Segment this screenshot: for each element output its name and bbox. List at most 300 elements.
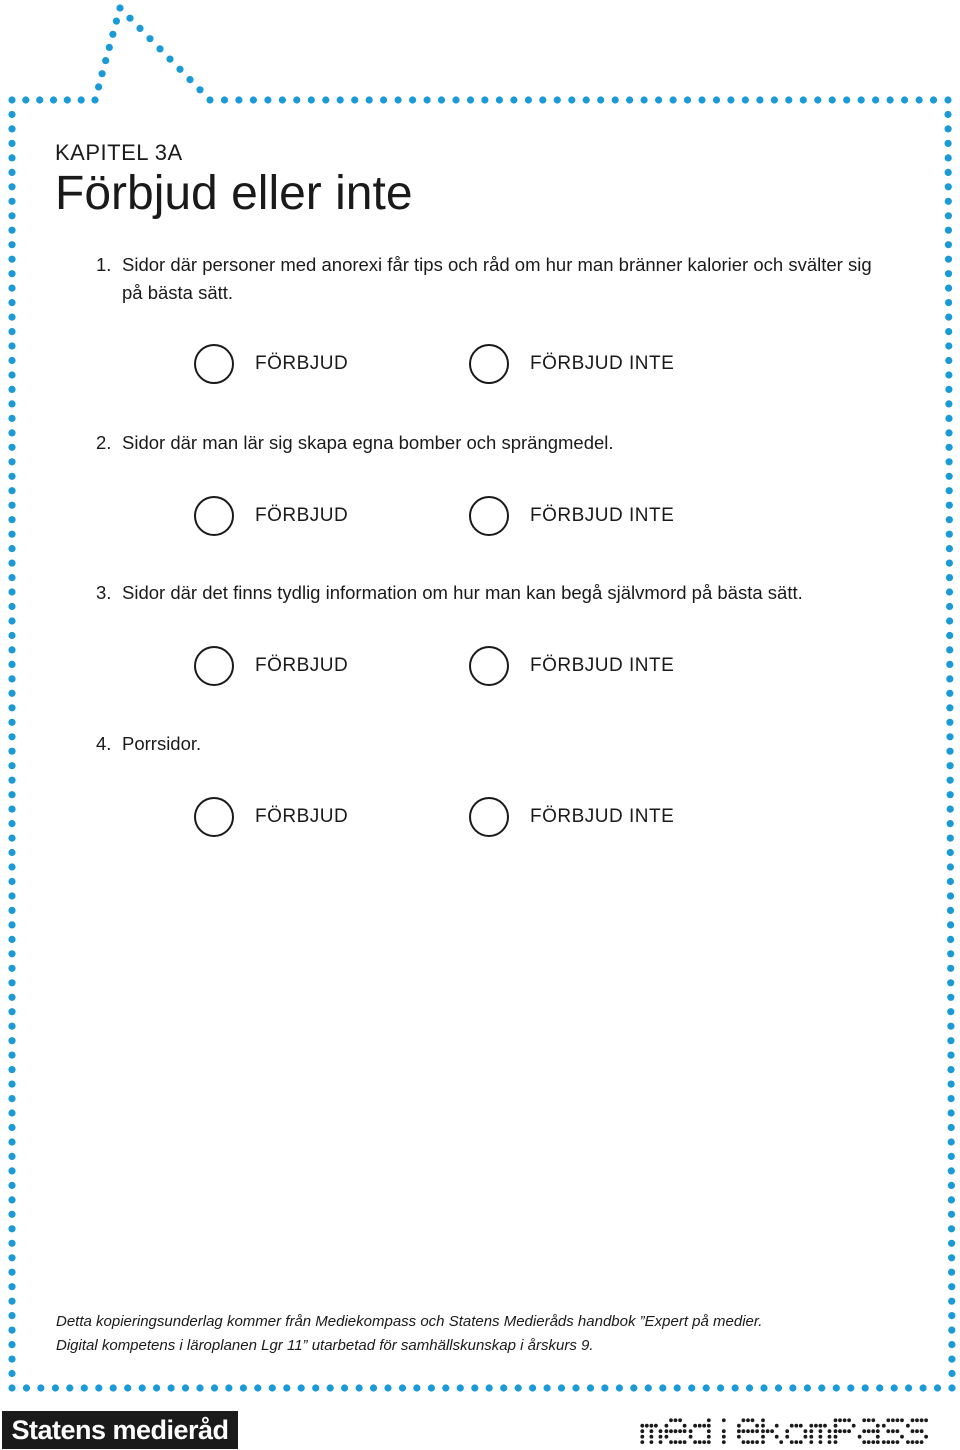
frame-dot: [905, 1384, 912, 1391]
frame-dot: [36, 96, 43, 103]
frame-dot: [655, 96, 662, 103]
logo-dot: [665, 1435, 669, 1439]
frame-dot: [8, 762, 15, 769]
frame-dot: [948, 1081, 955, 1088]
logo-dot: [669, 1440, 673, 1444]
frame-dot: [384, 1384, 391, 1391]
logo-dot: [746, 1429, 750, 1433]
logo-dot: [828, 1440, 832, 1444]
frame-dot: [947, 950, 954, 957]
frame-dot: [703, 1384, 710, 1391]
logo-dot: [698, 1424, 702, 1428]
logo-dot: [876, 1424, 880, 1428]
frame-dot: [916, 96, 923, 103]
frame-dot: [8, 791, 15, 798]
logo-dot: [790, 1440, 794, 1444]
logo-dot: [683, 1424, 687, 1428]
frame-dot: [945, 371, 952, 378]
frame-dot: [688, 1384, 695, 1391]
frame-dot: [947, 806, 954, 813]
q4-ban-option[interactable]: [194, 797, 348, 837]
frame-dot: [8, 1254, 15, 1261]
frame-dot: [746, 1384, 753, 1391]
logo-dot: [722, 1418, 726, 1422]
question-1: [96, 251, 896, 307]
logo-dot: [761, 1440, 765, 1444]
frame-dot: [8, 892, 15, 899]
logo-dot: [871, 1429, 875, 1433]
frame-dot: [8, 675, 15, 682]
frame-dot: [8, 241, 15, 248]
frame-dot: [8, 1240, 15, 1247]
logo-dot: [693, 1440, 697, 1444]
frame-dot: [659, 1384, 666, 1391]
frame-dot: [81, 1384, 88, 1391]
frame-dot: [901, 96, 908, 103]
frame-dot: [8, 183, 15, 190]
frame-dot: [8, 878, 15, 885]
frame-dot: [785, 96, 792, 103]
frame-dot: [196, 86, 203, 93]
frame-dot: [8, 198, 15, 205]
frame-dot: [139, 1384, 146, 1391]
logo-dot: [794, 1424, 798, 1428]
frame-dot: [8, 965, 15, 972]
frame-dot: [8, 950, 15, 957]
frame-dot: [8, 574, 15, 581]
frame-dot: [945, 140, 952, 147]
frame-dot: [945, 328, 952, 335]
frame-dot: [146, 35, 153, 42]
frame-dot: [948, 1370, 955, 1377]
frame-dot: [948, 1109, 955, 1116]
frame-dot: [37, 1384, 44, 1391]
radio-circle[interactable]: [469, 797, 509, 837]
frame-dot: [341, 1384, 348, 1391]
frame-dot: [136, 25, 143, 32]
logo-dot: [896, 1418, 900, 1422]
frame-dot: [8, 617, 15, 624]
frame-dot: [946, 588, 953, 595]
frame-dot: [225, 1384, 232, 1391]
frame-dot: [947, 863, 954, 870]
frame-dot: [52, 1384, 59, 1391]
frame-dot: [337, 96, 344, 103]
frame-dot: [946, 444, 953, 451]
logo-dot: [702, 1424, 706, 1428]
logo-dot: [683, 1440, 687, 1444]
frame-dot: [500, 1384, 507, 1391]
logo-dot: [891, 1418, 895, 1422]
frame-dot: [8, 704, 15, 711]
logo-dot: [678, 1440, 682, 1444]
q1-ban-option[interactable]: [194, 344, 348, 384]
frame-dot: [442, 1384, 449, 1391]
frame-dot: [946, 502, 953, 509]
q4-allow-option[interactable]: [469, 797, 674, 837]
frame-dot: [948, 1196, 955, 1203]
frame-dot: [8, 169, 15, 176]
logo-dot: [834, 1418, 838, 1422]
frame-dot: [8, 429, 15, 436]
logo-dot: [742, 1418, 746, 1422]
frame-dot: [698, 96, 705, 103]
logo-dot: [823, 1424, 827, 1428]
logo-dot: [920, 1429, 924, 1433]
frame-dot: [947, 762, 954, 769]
frame-dot: [8, 1312, 15, 1319]
frame-dot: [457, 1384, 464, 1391]
logo-dot: [891, 1440, 895, 1444]
radio-circle[interactable]: [194, 344, 234, 384]
frame-dot: [438, 96, 445, 103]
logo-dot: [900, 1435, 904, 1439]
question-number: 4.: [96, 733, 112, 754]
frame-dot: [8, 270, 15, 277]
logo-dot: [886, 1418, 890, 1422]
logo-dot: [834, 1435, 838, 1439]
frame-dot: [50, 96, 57, 103]
frame-dot: [182, 1384, 189, 1391]
question-text: Porrsidor.: [122, 733, 202, 754]
logo-dot: [698, 1440, 702, 1444]
frame-dot: [920, 1384, 927, 1391]
footer-line-1: Detta kopieringsunderlag kommer från Mediekompass och Statens Medieråds handbok ”Expert på medier.: [56, 1313, 763, 1330]
logo-dot: [785, 1429, 789, 1433]
frame-dot: [948, 1211, 955, 1218]
frame-dot: [8, 285, 15, 292]
logo-dot: [896, 1429, 900, 1433]
q2-ban-option[interactable]: [194, 496, 348, 536]
frame-dot: [670, 96, 677, 103]
frame-dot: [771, 96, 778, 103]
frame-dot: [775, 1384, 782, 1391]
frame-dot: [8, 936, 15, 943]
option-label: FÖRBJUD: [255, 505, 349, 526]
frame-dot: [116, 4, 123, 11]
frame-dot: [8, 849, 15, 856]
frame-dot: [645, 1384, 652, 1391]
frame-dot: [946, 458, 953, 465]
logo-dot: [804, 1435, 808, 1439]
frame-dot: [8, 632, 15, 639]
radio-circle[interactable]: [469, 496, 509, 536]
logo-dot: [911, 1440, 915, 1444]
frame-dot: [8, 1095, 15, 1102]
frame-dot: [8, 603, 15, 610]
option-label: FÖRBJUD: [255, 806, 349, 827]
q2-allow-option[interactable]: [469, 496, 674, 536]
frame-dot: [8, 994, 15, 1001]
logo-dot: [834, 1429, 838, 1433]
logo-dot: [876, 1429, 880, 1433]
logo-dot: [640, 1440, 644, 1444]
logo-dot: [843, 1429, 847, 1433]
logo-dot: [674, 1418, 678, 1422]
option-label: FÖRBJUD INTE: [530, 655, 675, 676]
frame-dot: [945, 198, 952, 205]
frame-dot: [829, 96, 836, 103]
logo-dot: [751, 1418, 755, 1422]
frame-dot: [8, 516, 15, 523]
frame-dot: [946, 545, 953, 552]
frame-dot: [616, 1384, 623, 1391]
frame-dot: [946, 690, 953, 697]
frame-dot: [583, 96, 590, 103]
q1-allow-option[interactable]: [469, 344, 674, 384]
frame-dot: [8, 646, 15, 653]
frame-dot: [8, 125, 15, 132]
logo-dot: [871, 1440, 875, 1444]
frame-dot: [948, 1298, 955, 1305]
frame-dot: [727, 96, 734, 103]
logo-dot: [669, 1429, 673, 1433]
frame-dot: [102, 57, 109, 64]
q3-allow-option[interactable]: [469, 646, 674, 686]
frame-dot: [948, 1124, 955, 1131]
frame-dot: [8, 1196, 15, 1203]
frame-dot: [587, 1384, 594, 1391]
frame-dot: [413, 1384, 420, 1391]
frame-dot: [8, 357, 15, 364]
frame-dot: [944, 111, 951, 118]
frame-dot: [351, 96, 358, 103]
logo-dot: [678, 1418, 682, 1422]
radio-circle[interactable]: [469, 344, 509, 384]
frame-dot: [948, 1254, 955, 1261]
frame-dot: [8, 1109, 15, 1116]
frame-dot: [240, 1384, 247, 1391]
frame-dot: [8, 1298, 15, 1305]
frame-dot: [153, 1384, 160, 1391]
logo-dot: [911, 1429, 915, 1433]
frame-dot: [947, 1037, 954, 1044]
frame-dot: [8, 328, 15, 335]
logo-dot: [659, 1440, 663, 1444]
frame-dot: [64, 96, 71, 103]
logo-dot: [678, 1429, 682, 1433]
logo-dot: [819, 1440, 823, 1444]
logo-dot: [819, 1424, 823, 1428]
logo-dot: [809, 1429, 813, 1433]
frame-dot: [946, 617, 953, 624]
frame-dot: [8, 1124, 15, 1131]
frame-dot: [109, 31, 116, 38]
frame-dot: [424, 96, 431, 103]
logo-dot: [640, 1424, 644, 1428]
logo-dot: [674, 1429, 678, 1433]
frame-dot: [370, 1384, 377, 1391]
frame-dot: [948, 1225, 955, 1232]
frame-dot: [8, 314, 15, 321]
frame-dot: [8, 1269, 15, 1276]
frame-dot: [626, 96, 633, 103]
frame-dot: [8, 154, 15, 161]
logo-dot: [737, 1435, 741, 1439]
frame-dot: [947, 1008, 954, 1015]
frame-dot: [558, 1384, 565, 1391]
frame-dot: [8, 415, 15, 422]
frame-dot: [399, 1384, 406, 1391]
logo-dot: [755, 1440, 759, 1444]
radio-circle[interactable]: [194, 797, 234, 837]
frame-dot: [283, 1384, 290, 1391]
frame-dot: [110, 1384, 117, 1391]
frame-dot: [946, 719, 953, 726]
frame-dot: [156, 45, 163, 52]
logo-dot: [920, 1418, 924, 1422]
logo-dot: [707, 1429, 711, 1433]
frame-dot: [529, 1384, 536, 1391]
logo-dot: [871, 1418, 875, 1422]
frame-dot: [481, 96, 488, 103]
frame-dot: [945, 429, 952, 436]
frame-dot: [539, 96, 546, 103]
frame-dot: [452, 96, 459, 103]
logo-dot: [775, 1424, 779, 1428]
logo-dot: [779, 1440, 783, 1444]
logo-dot: [915, 1440, 919, 1444]
frame-dot: [946, 603, 953, 610]
logo-dot: [876, 1440, 880, 1444]
logo-dot: [761, 1424, 765, 1428]
frame-dot: [8, 1138, 15, 1145]
logo-dot: [707, 1440, 711, 1444]
frame-dot: [948, 1095, 955, 1102]
frame-dot: [946, 487, 953, 494]
frame-dot: [843, 96, 850, 103]
frame-dot: [99, 70, 106, 77]
logo-dot: [911, 1418, 915, 1422]
logo-dot: [669, 1418, 673, 1422]
frame-dot: [264, 96, 271, 103]
logo-dot: [862, 1429, 866, 1433]
frame-dot: [948, 1240, 955, 1247]
frame-dot: [8, 1211, 15, 1218]
question-2: [96, 429, 896, 457]
logo-dot: [876, 1435, 880, 1439]
radio-circle[interactable]: [194, 646, 234, 686]
frame-dot: [8, 690, 15, 697]
frame-dot: [946, 646, 953, 653]
frame-dot: [8, 719, 15, 726]
frame-dot: [8, 806, 15, 813]
frame-dot: [211, 1384, 218, 1391]
frame-dot: [186, 76, 193, 83]
frame-dot: [717, 1384, 724, 1391]
question-text: Sidor där man lär sig skapa egna bomber och sprängmedel.: [122, 432, 614, 453]
logo-dot: [640, 1429, 644, 1433]
frame-dot: [467, 96, 474, 103]
frame-dot: [8, 777, 15, 784]
frame-dot: [947, 849, 954, 856]
logo-dot: [799, 1440, 803, 1444]
frame-dot: [8, 1182, 15, 1189]
frame-dot: [948, 1269, 955, 1276]
frame-dot: [8, 1341, 15, 1348]
frame-dot: [945, 314, 952, 321]
question-3: [96, 579, 896, 607]
logo-dot: [722, 1435, 726, 1439]
logo-dot: [920, 1440, 924, 1444]
logo-dot: [674, 1440, 678, 1444]
frame-dot: [166, 56, 173, 63]
frame-dot: [8, 1023, 15, 1030]
frame-dot: [947, 791, 954, 798]
frame-dot: [8, 1081, 15, 1088]
logo-dot: [746, 1440, 750, 1444]
frame-dot: [196, 1384, 203, 1391]
mediekompass-logo: [638, 1412, 958, 1448]
logo-dot: [650, 1435, 654, 1439]
frame-dot: [947, 921, 954, 928]
frame-dot: [948, 1384, 955, 1391]
logo-dot: [722, 1440, 726, 1444]
frame-dot: [8, 1384, 15, 1391]
frame-dot: [947, 994, 954, 1001]
frame-dot: [946, 675, 953, 682]
frame-dot: [279, 96, 286, 103]
frame-dot: [8, 502, 15, 509]
logo-dot: [814, 1424, 818, 1428]
frame-dot: [948, 1153, 955, 1160]
frame-dot: [8, 748, 15, 755]
frame-dot: [8, 400, 15, 407]
frame-dot: [8, 111, 15, 118]
frame-dot: [945, 400, 952, 407]
radio-circle[interactable]: [469, 646, 509, 686]
frame-dot: [945, 357, 952, 364]
frame-dot: [8, 1167, 15, 1174]
frame-dot: [510, 96, 517, 103]
logo-dot: [659, 1435, 663, 1439]
q3-ban-option[interactable]: [194, 646, 348, 686]
frame-dot: [409, 96, 416, 103]
frame-dot: [930, 96, 937, 103]
footer-credit: [56, 1310, 762, 1358]
frame-dot: [8, 1283, 15, 1290]
frame-dot: [597, 96, 604, 103]
logo-dot: [665, 1424, 669, 1428]
logo-dot: [755, 1424, 759, 1428]
logo-dot: [858, 1435, 862, 1439]
frame-dot: [293, 96, 300, 103]
frame-dot: [8, 820, 15, 827]
logo-dot: [834, 1424, 838, 1428]
logo-dot: [702, 1440, 706, 1444]
frame-dot: [8, 96, 15, 103]
frame-dot: [8, 1153, 15, 1160]
logo-dot: [915, 1429, 919, 1433]
frame-dot: [872, 96, 879, 103]
frame-dot: [945, 241, 952, 248]
frame-dot: [23, 1384, 30, 1391]
frame-dot: [818, 1384, 825, 1391]
frame-dot: [8, 531, 15, 538]
frame-dot: [471, 1384, 478, 1391]
logo-dot: [775, 1435, 779, 1439]
logo-dot: [755, 1429, 759, 1433]
question-text: Sidor där personer med anorexi får tips och råd om hur man bränner kalorier och svälter sig på bästa sätt.: [122, 254, 872, 303]
frame-dot: [8, 863, 15, 870]
frame-dot: [742, 96, 749, 103]
radio-circle[interactable]: [194, 496, 234, 536]
logo-dot: [751, 1429, 755, 1433]
logo-dot: [683, 1429, 687, 1433]
logo-dot: [761, 1418, 765, 1422]
frame-dot: [8, 458, 15, 465]
frame-dot: [876, 1384, 883, 1391]
